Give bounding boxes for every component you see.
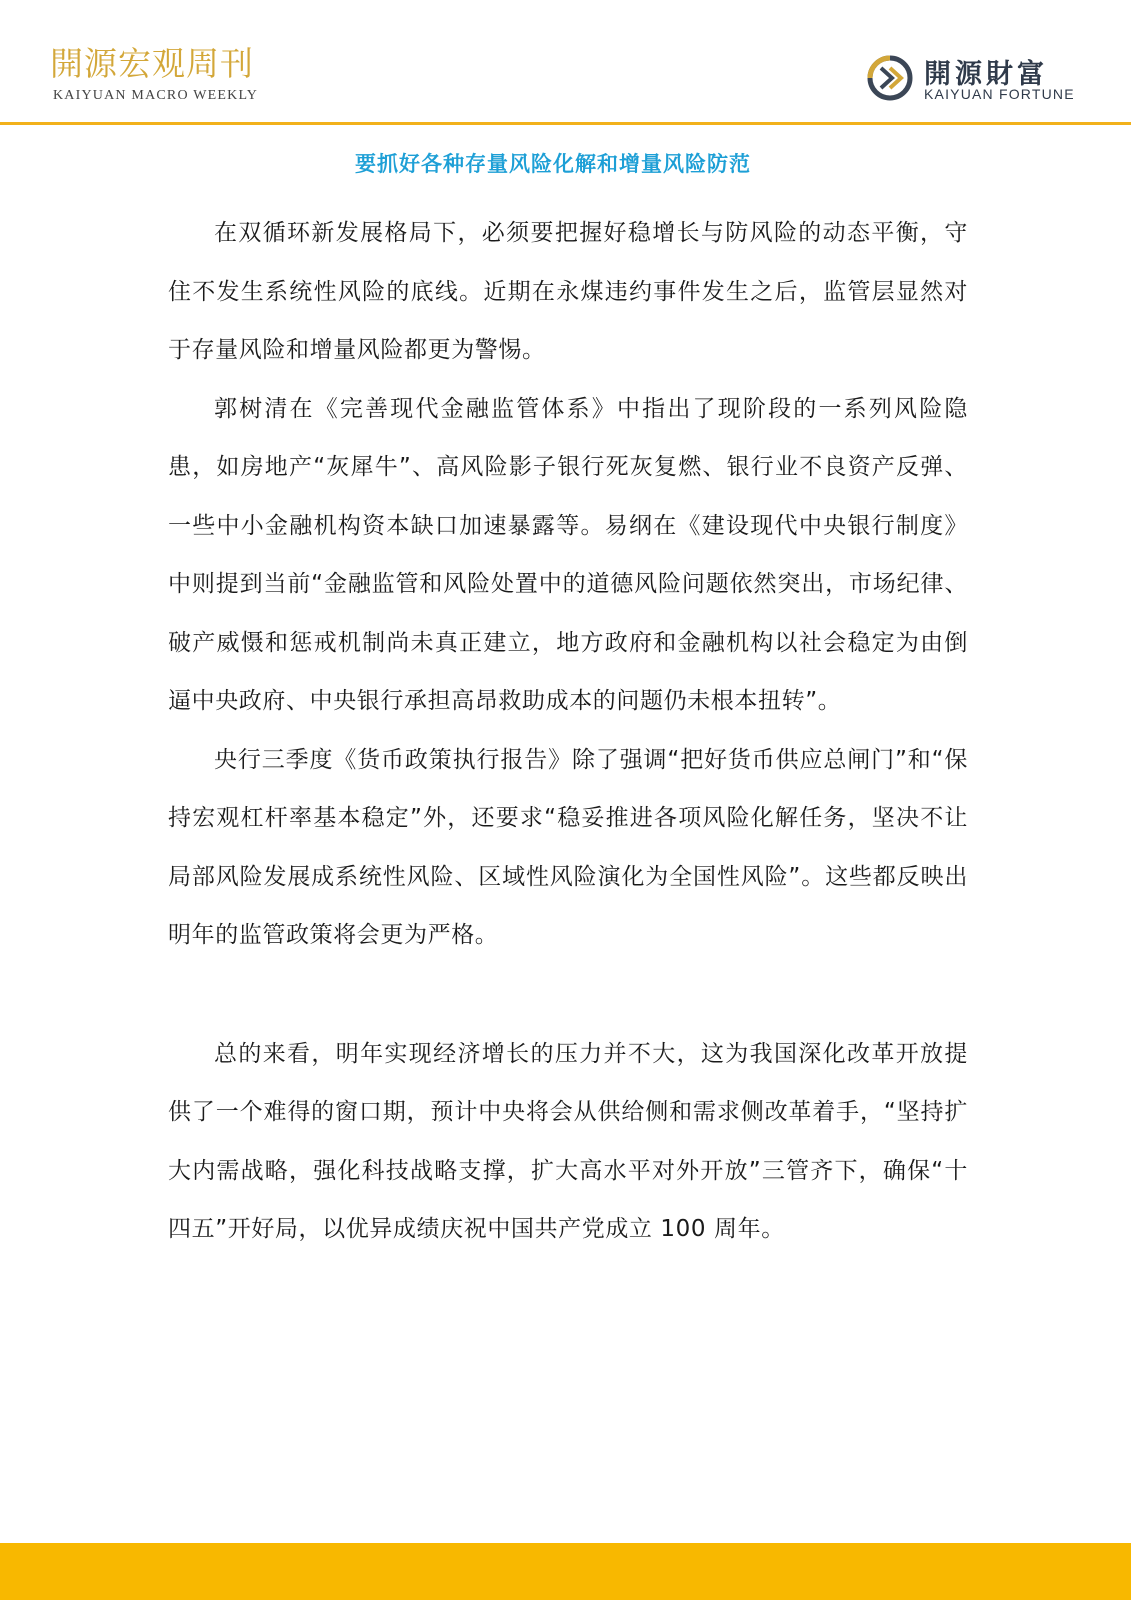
- logo-chinese-text: 開源財富: [924, 59, 1048, 90]
- article-body: [168, 148, 968, 1259]
- section-title: 要抓好各种存量风险化解和增量风险防范: [355, 152, 751, 176]
- page-header: [0, 0, 1131, 126]
- kaiyuan-fortune-logo: [866, 52, 1086, 108]
- paragraph-2: 郭树清在《完善现代金融监管体系》中指出了现阶段的一系列风险隐患，如房地产“灰犀牛”、高风险影子银行死灰复燃、银行业不良资产反弹、一些中小金融机构资本缺口加速暴露等。易纲在《建设现代中央银行制度》中则提到当前“金融监管和风险处置中的道德风险问题依然突出，市场纪律、破产威慑和惩戒机制尚未真正建立，地方政府和金融机构以社会稳定为由倒逼中央政府、中央银行承担高昂救助成本的问题仍未根本扭转”。: [168, 395, 968, 714]
- footer-bar: [0, 1543, 1131, 1600]
- brand-title: 開源宏观周刊: [50, 44, 254, 83]
- kaiyuan-fortune-mark-icon: [866, 54, 914, 102]
- paragraph-1: 在双循环新发展格局下，必须要把握好稳增长与防风险的动态平衡，守住不发生系统性风险的底线。近期在永煤违约事件发生之后，监管层显然对于存量风险和增量风险都更为警惕。: [168, 220, 968, 363]
- header-divider: [0, 122, 1131, 125]
- paragraph-3: 央行三季度《货币政策执行报告》除了强调“把好货币供应总闸门”和“保持宏观杠杆率基本稳定”外，还要求“稳妥推进各项风险化解任务，坚决不让局部风险发展成系统性风险、区域性风险演化为全国性风险”。这些都反映出明年的监管政策将会更为严格。: [168, 746, 968, 948]
- paragraph-4: 总的来看，明年实现经济增长的压力并不大，这为我国深化改革开放提供了一个难得的窗口期，预计中央将会从供给侧和需求侧改革着手，“坚持扩大内需战略，强化科技战略支撑，扩大高水平对外开放”三管齐下，确保“十四五”开好局，以优异成绩庆祝中国共产党成立 100 周年。: [168, 1040, 968, 1242]
- logo-english-text: KAIYUAN FORTUNE: [924, 86, 1075, 102]
- paragraph-spacer: [168, 965, 968, 1025]
- brand-subtitle: KAIYUAN MACRO WEEKLY: [53, 88, 259, 103]
